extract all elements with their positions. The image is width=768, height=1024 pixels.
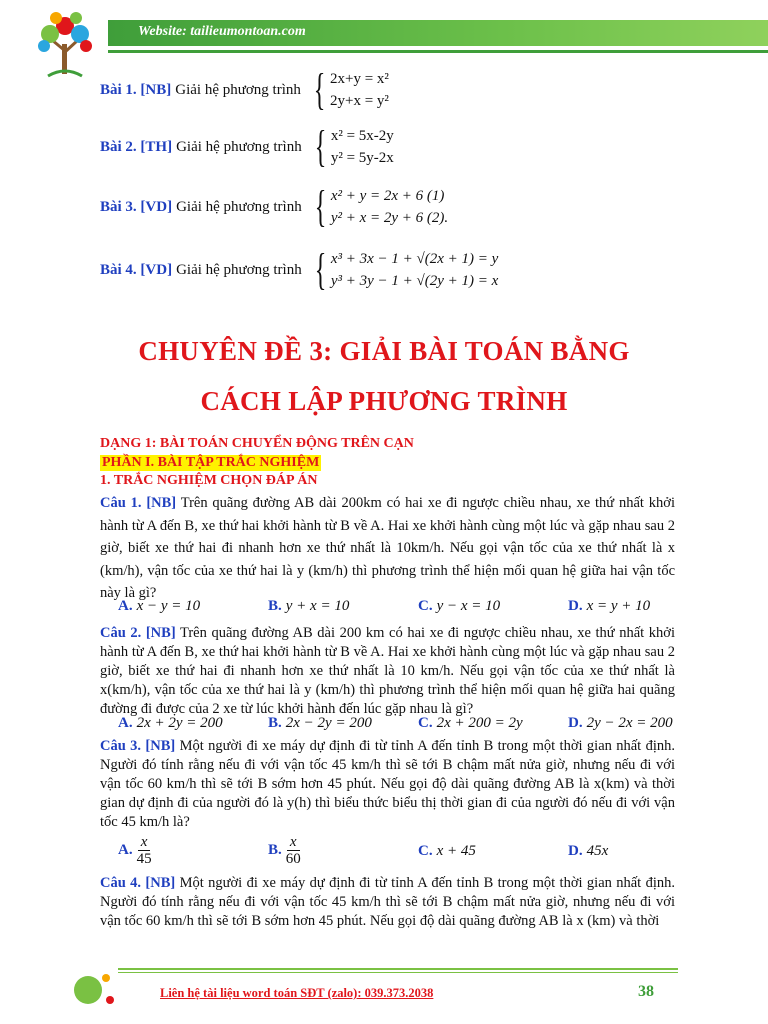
equation-1: x³ + 3x − 1 + √(2x + 1) = y bbox=[330, 251, 499, 267]
problem-label: Bài 3. [VD] bbox=[100, 198, 173, 215]
question-3-options bbox=[118, 834, 698, 874]
equation-2: y² + x = 2y + 6 (2). bbox=[330, 210, 449, 226]
question-label: Câu 2. [NB] bbox=[100, 625, 176, 641]
option-c[interactable]: C. 2x + 200 = 2y bbox=[418, 715, 523, 731]
part-heading: PHẦN I. BÀI TẬP TRẮC NGHIỆM bbox=[102, 455, 320, 470]
problem-text: Giải hệ phương trình bbox=[176, 138, 302, 155]
question-text: Một người đi xe máy dự định đi từ tỉnh A đến tỉnh B trong một thời gian nhất định. Người đó tính rằng nếu đi với vận tốc 45 km/h thì sẽ tới B chậm mất nửa giờ, nhưng nếu đi với vận tốc 60 km/h thì sẽ tới B sớm hơn 45 phút. Nếu gọi độ dài quãng đường AB là x (km) và thời bbox=[100, 875, 675, 929]
problem-text: Giải hệ phương trình bbox=[176, 198, 302, 215]
brace-symbol: { bbox=[314, 245, 327, 294]
problem-4 bbox=[100, 245, 499, 294]
option-c[interactable]: C. x + 45 bbox=[418, 843, 476, 859]
subsection-heading: 1. TRẮC NGHIỆM CHỌN ĐÁP ÁN bbox=[100, 473, 318, 488]
question-label: Câu 3. [NB] bbox=[100, 738, 176, 754]
chapter-title-line-2: CÁCH LẬP PHƯƠNG TRÌNH bbox=[200, 386, 568, 416]
question-label: Câu 4. [NB] bbox=[100, 875, 176, 891]
footer-contact-link[interactable]: Liên hệ tài liệu word toán SĐT (zalo): 039.373.2038 bbox=[160, 986, 434, 1000]
question-1-options bbox=[118, 598, 698, 620]
equation-2: y² = 5y-2x bbox=[330, 150, 394, 166]
header-divider bbox=[108, 50, 768, 53]
website-link[interactable]: Website: tailieumontoan.com bbox=[138, 24, 306, 39]
equation-system bbox=[310, 182, 449, 231]
problem-label: Bài 4. [VD] bbox=[100, 261, 173, 278]
option-b[interactable]: B. 2x − 2y = 200 bbox=[268, 715, 372, 731]
option-d[interactable]: D. 45x bbox=[568, 843, 609, 859]
option-a[interactable]: A. 2x + 2y = 200 bbox=[118, 715, 223, 731]
problem-1 bbox=[100, 65, 389, 114]
brace-symbol: { bbox=[314, 122, 327, 171]
question-label: Câu 1. [NB] bbox=[100, 495, 177, 511]
equation-system bbox=[310, 245, 499, 294]
equation-1: x² = 5x-2y bbox=[330, 128, 394, 144]
option-a[interactable]: A. $\frac{x}{45}$ bbox=[118, 834, 152, 867]
chapter-title-line-1: CHUYÊN ĐỀ 3: GIẢI BÀI TOÁN BẰNG bbox=[138, 336, 630, 366]
question-3 bbox=[100, 737, 675, 832]
footer-divider-thin bbox=[118, 972, 678, 973]
equation-1: 2x+y = x² bbox=[330, 71, 389, 87]
problem-3 bbox=[100, 182, 449, 231]
section-heading: DẠNG 1: BÀI TOÁN CHUYỂN ĐỘNG TRÊN CẠN bbox=[100, 436, 414, 451]
page-number: 38 bbox=[638, 983, 654, 1000]
equation-system bbox=[309, 65, 389, 114]
problem-2 bbox=[100, 122, 394, 171]
problem-text: Giải hệ phương trình bbox=[175, 81, 301, 98]
option-b[interactable]: B. y + x = 10 bbox=[268, 598, 350, 614]
question-2-options bbox=[118, 715, 698, 737]
question-text: Trên quãng đường AB dài 200km có hai xe đi ngược chiều nhau, xe thứ nhất khởi hành từ A đến B, xe thứ hai khởi hành từ B về A. Hai xe khởi hành cùng một lúc và gặp nhau sau 2 giờ, biết xe thứ hai đi nhanh hơn xe thứ nhất là 10km/h. Nếu gọi vận tốc của xe thứ nhất là x (km/h), vận tốc của xe thứ hai là y (km/h) thì phương trình thể hiện mối quan hệ giữa hai vận tốc này là gì? bbox=[100, 495, 675, 601]
equation-2: y³ + 3y − 1 + √(2y + 1) = x bbox=[330, 273, 499, 289]
equation-1: x² + y = 2x + 6 (1) bbox=[330, 188, 445, 204]
page-header bbox=[0, 0, 768, 60]
option-d[interactable]: D. x = y + 10 bbox=[568, 598, 651, 614]
question-4 bbox=[100, 874, 675, 931]
problem-label: Bài 1. [NB] bbox=[100, 81, 172, 98]
footer-divider bbox=[118, 968, 678, 970]
problem-label: Bài 2. [TH] bbox=[100, 138, 173, 155]
brace-symbol: { bbox=[314, 182, 327, 231]
question-text: Một người đi xe máy dự định đi từ tỉnh A đến tỉnh B trong một thời gian nhất định. Người đó tính rằng nếu đi với vận tốc 45 km/h thì sẽ tới B chậm mất nửa giờ, nhưng nếu đi với vận tốc 60 km/h thì sẽ tới B sớm hơn 45 phút. Nếu gọi độ dài quãng đường AB là x(km) và thời gian dự định đi của người đó là y(h) thì biểu thức biểu thị thời gian đi của người đó nếu đi với vận tốc 45 km/h là? bbox=[100, 738, 675, 830]
tree-logo-icon bbox=[30, 6, 100, 78]
option-b[interactable]: B. $\frac{x}{60}$ bbox=[268, 834, 301, 867]
question-text: Trên quãng đường AB dài 200 km có hai xe đi ngược chiều nhau, xe thứ nhất khởi hành từ A đến B, xe thứ hai khởi hành từ B về A. Hai xe khởi hành cùng một lúc và gặp nhau sau 2 giờ, biết xe thứ hai đi nhanh hơn xe thứ nhất là 10 km/h. Nếu gọi vận tốc của xe thứ nhất là x(km/h), vận tốc của xe thứ hai là y (km/h) thì phương trình thể hiện mối quan hệ giữa hai quãng đường đi được của 2 xe từ lúc khởi hành đến lúc gặp nhau là gì? bbox=[100, 625, 675, 717]
footer-decoration-icon bbox=[70, 970, 120, 1010]
brace-symbol: { bbox=[313, 65, 326, 114]
option-a[interactable]: A. x − y = 10 bbox=[118, 598, 201, 614]
problem-text: Giải hệ phương trình bbox=[176, 261, 302, 278]
equation-system bbox=[310, 122, 394, 171]
option-d[interactable]: D. 2y − 2x = 200 bbox=[568, 715, 673, 731]
question-1 bbox=[100, 492, 675, 605]
equation-2: 2y+x = y² bbox=[330, 93, 389, 109]
option-c[interactable]: C. y − x = 10 bbox=[418, 598, 501, 614]
question-2 bbox=[100, 624, 675, 719]
